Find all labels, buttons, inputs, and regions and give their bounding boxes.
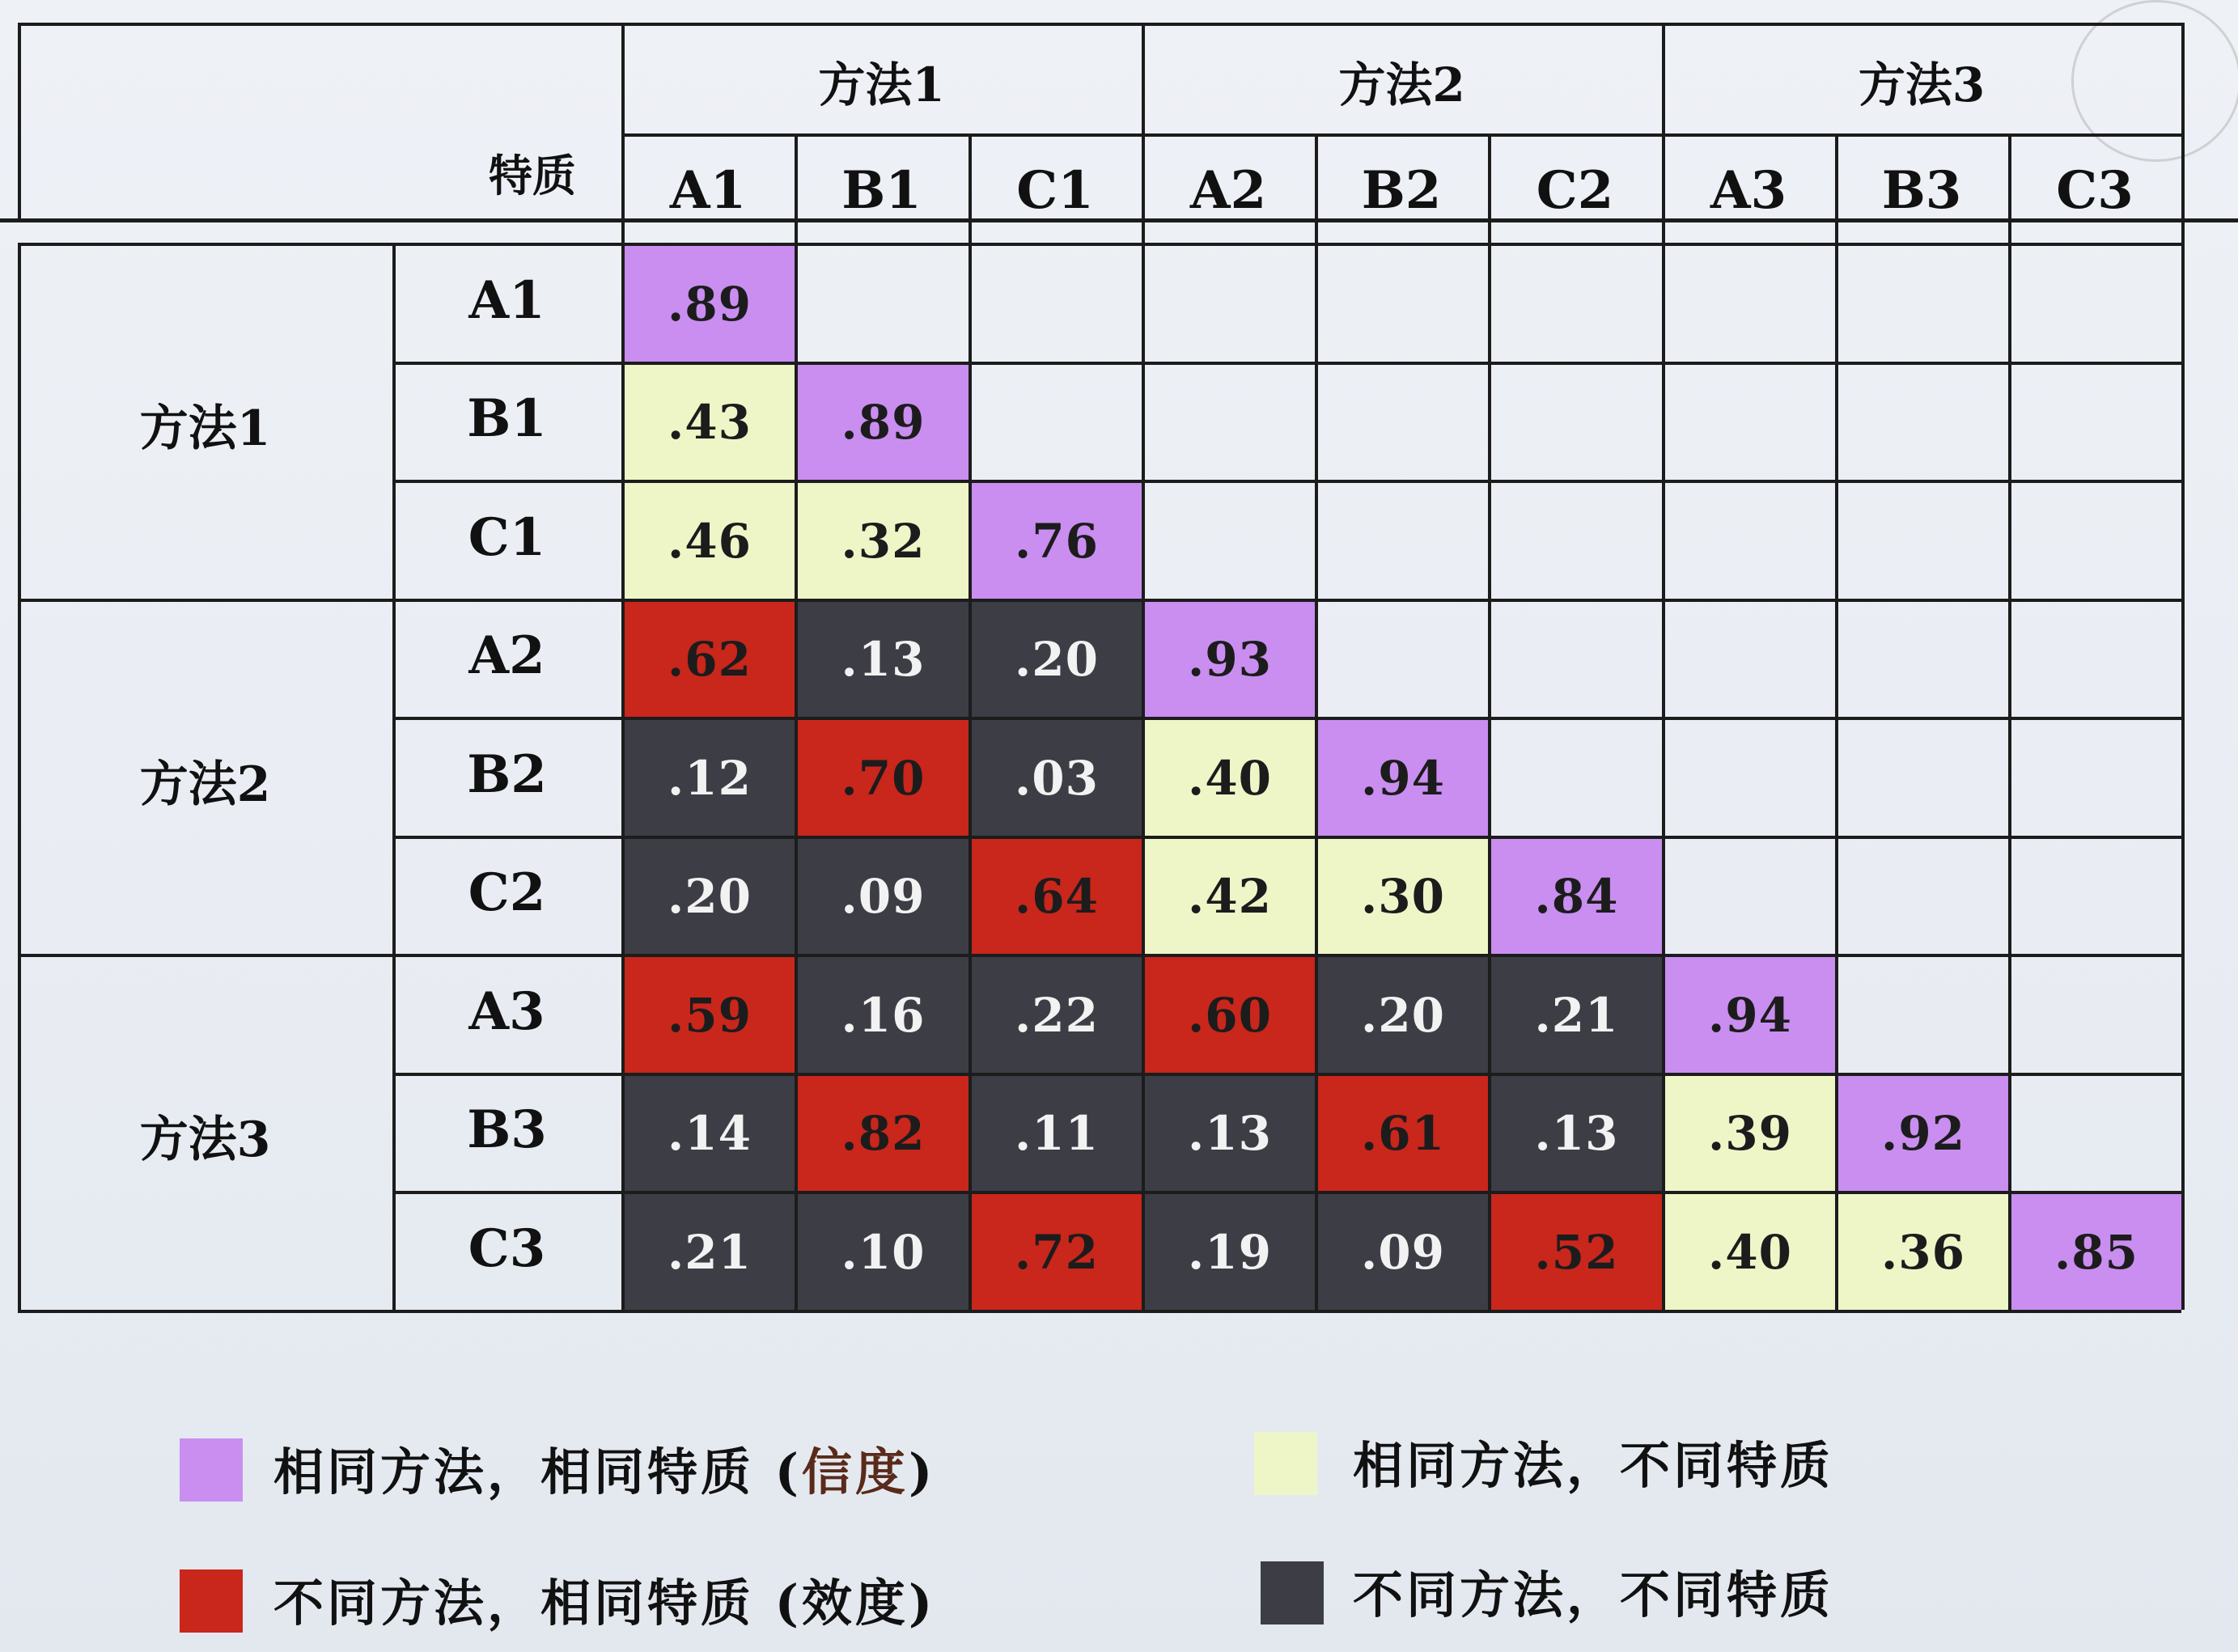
correlation-value: .13 bbox=[1534, 1106, 1619, 1161]
diff-method-diff-trait-cell bbox=[798, 602, 969, 717]
reliability-cell bbox=[798, 365, 969, 480]
correlation-value: .13 bbox=[841, 632, 926, 687]
validity-cell bbox=[972, 839, 1142, 954]
same-method-diff-trait-cell bbox=[1838, 1194, 2008, 1310]
row-divider bbox=[18, 1310, 2181, 1313]
same-method-diff-trait-cell bbox=[625, 365, 795, 480]
column-divider bbox=[2181, 23, 2185, 1310]
diff-method-diff-trait-cell bbox=[625, 720, 795, 836]
correlation-value: .39 bbox=[1708, 1106, 1792, 1161]
validity-cell bbox=[1318, 1076, 1488, 1191]
correlation-value: .76 bbox=[1015, 513, 1099, 569]
same-method-diff-trait-cell bbox=[1665, 1194, 1835, 1310]
correlation-value: .89 bbox=[841, 395, 926, 450]
correlation-value: .46 bbox=[668, 513, 752, 569]
correlation-value: .20 bbox=[1361, 987, 1445, 1043]
diff-method-diff-trait-cell bbox=[625, 1194, 795, 1310]
correlation-value: .62 bbox=[668, 632, 752, 687]
diff-method-diff-trait-cell bbox=[798, 1194, 969, 1310]
validity-cell bbox=[1491, 1194, 1662, 1310]
diff-method-diff-trait-cell bbox=[1145, 1076, 1315, 1191]
validity-cell bbox=[625, 957, 795, 1073]
row-trait-label: C3 bbox=[468, 1218, 546, 1279]
same-method-diff-trait-cell bbox=[798, 483, 969, 599]
reliability-cell bbox=[2011, 1194, 2181, 1310]
reliability-cell bbox=[1145, 602, 1315, 717]
row-trait-label: B3 bbox=[467, 1099, 547, 1160]
diff-method-diff-trait-cell bbox=[798, 839, 969, 954]
row-trait-label: A3 bbox=[468, 981, 545, 1042]
correlation-value: .32 bbox=[841, 513, 926, 569]
validity-cell bbox=[972, 1194, 1142, 1310]
row-trait-label: A2 bbox=[468, 625, 545, 686]
correlation-value: .92 bbox=[1881, 1106, 1965, 1161]
column-method-label: 方法1 bbox=[818, 57, 945, 112]
correlation-value: .19 bbox=[1188, 1224, 1272, 1280]
reliability-cell bbox=[1665, 957, 1835, 1073]
correlation-value: .72 bbox=[1015, 1224, 1099, 1280]
row-trait-label: A1 bbox=[468, 269, 545, 331]
correlation-value: .85 bbox=[2054, 1224, 2138, 1280]
correlation-value: .20 bbox=[668, 869, 752, 924]
same-method-diff-trait-cell bbox=[1145, 839, 1315, 954]
column-trait-label: B2 bbox=[1361, 160, 1442, 221]
column-method-label: 方法3 bbox=[1858, 57, 1986, 112]
correlation-value: .93 bbox=[1188, 632, 1272, 687]
correlation-value: .94 bbox=[1708, 987, 1792, 1043]
validity-cell bbox=[625, 602, 795, 717]
column-trait-label: B3 bbox=[1881, 160, 1962, 221]
correlation-value: .30 bbox=[1361, 869, 1445, 924]
correlation-value: .40 bbox=[1188, 750, 1272, 806]
correlation-value: .82 bbox=[841, 1106, 926, 1161]
row-trait-label: B1 bbox=[467, 388, 547, 449]
diff-method-diff-trait-cell bbox=[972, 1076, 1142, 1191]
diff-method-diff-trait-cell bbox=[1491, 957, 1662, 1073]
correlation-value: .03 bbox=[1015, 750, 1099, 806]
header-top-line bbox=[18, 23, 2181, 26]
column-method-label: 方法2 bbox=[1338, 57, 1465, 112]
correlation-value: .60 bbox=[1188, 987, 1272, 1043]
correlation-value: .09 bbox=[1361, 1224, 1445, 1280]
correlation-value: .84 bbox=[1534, 869, 1619, 924]
correlation-value: .40 bbox=[1708, 1224, 1792, 1280]
column-trait-label: A2 bbox=[1189, 160, 1267, 221]
header-left-line bbox=[18, 23, 21, 218]
correlation-value: .43 bbox=[668, 395, 752, 450]
diff-method-diff-trait-cell bbox=[1491, 1076, 1662, 1191]
corner-trait-label: 特质 bbox=[489, 150, 576, 201]
legend-swatch-purple bbox=[180, 1438, 243, 1502]
reliability-cell bbox=[972, 483, 1142, 599]
reliability-cell bbox=[1838, 1076, 2008, 1191]
row-method-label: 方法2 bbox=[139, 756, 271, 813]
diff-method-diff-trait-cell bbox=[972, 602, 1142, 717]
header-mid-line bbox=[621, 133, 2181, 137]
reliability-cell bbox=[1318, 720, 1488, 836]
correlation-value: .36 bbox=[1881, 1224, 1965, 1280]
reliability-cell bbox=[1491, 839, 1662, 954]
row-trait-label: C1 bbox=[468, 506, 546, 568]
diff-method-diff-trait-cell bbox=[1145, 1194, 1315, 1310]
validity-cell bbox=[1145, 957, 1315, 1073]
column-trait-label: C3 bbox=[2056, 160, 2134, 221]
correlation-value: .61 bbox=[1361, 1106, 1445, 1161]
correlation-value: .20 bbox=[1015, 632, 1099, 687]
same-method-diff-trait-cell bbox=[1665, 1076, 1835, 1191]
diff-method-diff-trait-cell bbox=[972, 720, 1142, 836]
correlation-value: .14 bbox=[668, 1106, 752, 1161]
diff-method-diff-trait-cell bbox=[625, 1076, 795, 1191]
row-method-label: 方法1 bbox=[139, 400, 271, 457]
column-trait-label: C2 bbox=[1536, 160, 1614, 221]
legend-label-red: 不同方法，相同特质 (效度) bbox=[273, 1574, 936, 1633]
correlation-value: .89 bbox=[668, 276, 752, 332]
correlation-value: .70 bbox=[841, 750, 926, 806]
column-trait-label: B1 bbox=[841, 160, 922, 221]
correlation-value: .64 bbox=[1015, 869, 1099, 924]
correlation-value: .12 bbox=[668, 750, 752, 806]
same-method-diff-trait-cell bbox=[1318, 839, 1488, 954]
column-trait-label: C1 bbox=[1016, 160, 1094, 221]
column-divider bbox=[2008, 133, 2011, 1310]
validity-cell bbox=[798, 1076, 969, 1191]
legend-swatch-dark bbox=[1261, 1561, 1324, 1624]
row-trait-label: C2 bbox=[468, 862, 546, 923]
column-trait-label: A3 bbox=[1710, 160, 1787, 221]
legend-label-purple: 相同方法，相同特质 (信度) bbox=[273, 1442, 936, 1502]
correlation-value: .21 bbox=[1534, 987, 1619, 1043]
correlation-value: .16 bbox=[841, 987, 926, 1043]
legend-swatch-red bbox=[180, 1569, 243, 1633]
diff-method-diff-trait-cell bbox=[1318, 957, 1488, 1073]
legend-label-dark: 不同方法，不同特质 bbox=[1353, 1565, 1834, 1624]
legend-label-yellow: 相同方法，不同特质 bbox=[1353, 1436, 1834, 1495]
correlation-value: .94 bbox=[1361, 750, 1445, 806]
reliability-cell bbox=[625, 246, 795, 362]
same-method-diff-trait-cell bbox=[625, 483, 795, 599]
correlation-value: .10 bbox=[841, 1224, 926, 1280]
column-trait-label: A1 bbox=[669, 160, 747, 221]
correlation-value: .09 bbox=[841, 869, 926, 924]
row-divider bbox=[18, 243, 2181, 246]
diff-method-diff-trait-cell bbox=[625, 839, 795, 954]
correlation-value: .11 bbox=[1015, 1106, 1099, 1161]
correlation-value: .22 bbox=[1015, 987, 1099, 1043]
row-method-label: 方法3 bbox=[139, 1112, 271, 1168]
diff-method-diff-trait-cell bbox=[798, 957, 969, 1073]
same-method-diff-trait-cell bbox=[1145, 720, 1315, 836]
correlation-value: .42 bbox=[1188, 869, 1272, 924]
correlation-value: .52 bbox=[1534, 1224, 1619, 1280]
correlation-value: .21 bbox=[668, 1224, 752, 1280]
legend-swatch-yellow bbox=[1254, 1432, 1317, 1495]
correlation-value: .59 bbox=[668, 987, 752, 1043]
validity-cell bbox=[798, 720, 969, 836]
diff-method-diff-trait-cell bbox=[1318, 1194, 1488, 1310]
row-trait-label: B2 bbox=[467, 743, 547, 805]
diff-method-diff-trait-cell bbox=[972, 957, 1142, 1073]
correlation-value: .13 bbox=[1188, 1106, 1272, 1161]
